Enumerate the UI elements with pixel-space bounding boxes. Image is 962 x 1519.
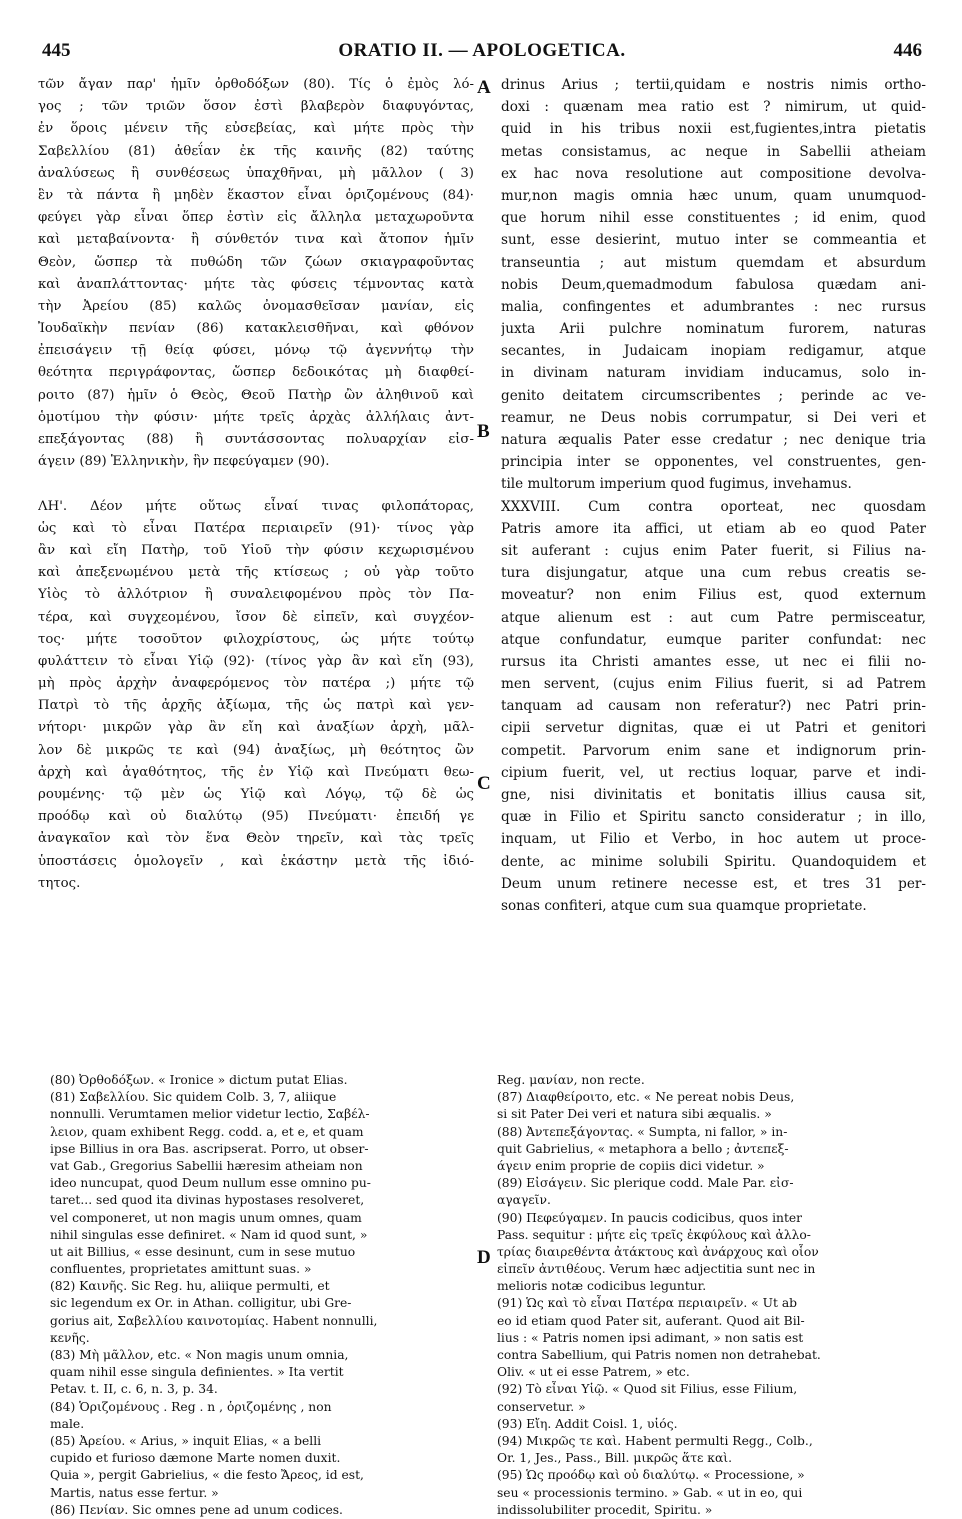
footnote-line: vel componeret, ut non magis unum omnes, quam: [50, 1210, 362, 1225]
footnote-line: ideo nuncupat, quod Deum nullum esse omnino pu-: [50, 1176, 371, 1191]
page-header: [42, 40, 922, 70]
footnote-line: (80) Ὀρθοδόξων. « Ironice » dictum putat Elias.: [50, 1073, 348, 1087]
footnote-line: (87) Διαφθείροιτο, etc. « Ne pereat nobis Deus,: [497, 1090, 795, 1105]
footnote-line: κενῆς.: [50, 1330, 90, 1345]
latin-text-line: metas consistamus, ac neque in Sabellii atheiam: [501, 143, 926, 160]
latin-text-line: men servent, (cujus enim Filius fuerit, si ad Patrem: [501, 676, 926, 693]
footnote-line: Martis, natus esse fertur. »: [50, 1485, 219, 1500]
footnote-line: (90) Πεφεύγαμεν. In paucis codicibus, quos inter: [497, 1210, 803, 1225]
footnote-line: (91) Ὡς καὶ τὸ εἶναι Πατέρα περιαιρεῖν. « Ut ab: [497, 1296, 798, 1311]
latin-text-line: malia, confingentes et adumbrantes : nec rursus: [501, 298, 926, 315]
footnote-line: Or. 1, Jes., Pass., Bill. μικρῶς ἅτε καὶ.: [497, 1451, 733, 1466]
greek-text-line: [38, 473, 474, 495]
latin-text-line: Deum unum retinere necesse est, et tres 31 per-: [501, 875, 926, 892]
footnote-line: gorius ait, Σαβελλίου καινοτομίας. Habent nonnulli,: [50, 1313, 378, 1328]
latin-text-line: sunt, esse desierint, mutuo inter se commeantia et: [501, 232, 926, 249]
footnote-line: (94) Μικρῶς τε καὶ. Habent permulti Regg., Colb.,: [497, 1433, 813, 1448]
greek-text-line: ὡς καὶ τὸ εἶναι Πατέρα περιαιρεῖν (91)· τίνος γὰρ: [38, 520, 474, 536]
latin-text-line: sonas confiteri, atque cum sua quamque proprietate.: [501, 897, 867, 914]
footnote-line: Petav. t. II, c. 6, n. 3, p. 34.: [50, 1382, 218, 1397]
latin-text-line: moveatur? non enim Filius est, quod externum: [501, 587, 926, 604]
footnote-line: (86) Πενίαν. Sic omnes pene ad unum codices.: [50, 1502, 343, 1517]
footnote-line: quam nihil esse singula definientes. » Ita vertit: [50, 1365, 344, 1380]
latin-text-line: mur,non magis omnia hæc unum, quam unumquod-: [501, 187, 926, 204]
latin-text-column: [501, 74, 926, 917]
greek-text-line: ἐπεισάγειν τῇ θείᾳ φύσει, μόνῳ τῷ ἀγεννήτῳ τὴν: [38, 343, 474, 359]
greek-text-line: φυλάττειν τὸ εἶναι Υἱῷ (92)· (τίνος γὰρ ἂν καὶ εἴη (93),: [38, 653, 474, 669]
latin-text-line: doxi : quænam mea ratio est ? nimirum, ut quid-: [501, 99, 926, 116]
greek-text-line: ρουμένης· τῷ μὲν ὡς Υἱῷ καὶ Λόγῳ, τῷ δὲ ὡς: [38, 787, 474, 802]
greek-text-line: ροιτο (87) ἡμῖν ὁ Θεὸς, Θεοῦ Πατὴρ ὢν ἀληθινοῦ καὶ: [38, 387, 474, 403]
latin-text-line: rursus ita Christi amantes esse, ut nec ei filii no-: [501, 653, 926, 670]
footnote-line: ut ait Billius, « esse desinunt, cum in sese mutuo: [50, 1244, 356, 1259]
footnote-line: Oliv. « ut ei esse Patrem, » etc.: [497, 1365, 690, 1380]
footnote-line: si sit Pater Dei veri et natura sibi æqualis. »: [497, 1107, 772, 1122]
footnote-line: seu « processionis termino. » Gab. « ut in eo, qui: [497, 1485, 803, 1500]
latin-text-line: que horum nihil esse constituentes ; id enim, quod: [501, 210, 926, 227]
greek-text-line: τῶν ἄγαν παρ' ἡμῖν ὀρθοδόξων (80). Τίς ὁ ἐμὸς λό-: [38, 77, 474, 92]
latin-text-line: cipium fuerit, vel, ut rectius loquar, parve et indi-: [501, 764, 926, 781]
greek-text-line: φεύγει γὰρ εἶναι ὅπερ ἐστὶν εἰς ἄλληλα μεταχωροῦντα: [38, 210, 474, 226]
latin-text-line: sit auferant : cujus enim Pater fuerit, si Filius na-: [501, 542, 926, 559]
greek-text-column: [38, 74, 474, 895]
greek-text-line: ἀναλύσεως ἢ συνθέσεως ὑπαχθῆναι, μὴ μᾶλλον ( 3): [38, 165, 474, 181]
greek-text-line: ΛΗ'. Δέον μήτε οὕτως εἶναί τινας φιλοπάτορας,: [38, 498, 474, 514]
greek-text-line: μὴ πρὸς ἀρχὴν ἀναφερόμενος τὸν πατέρα ;) μήτε τῷ: [38, 676, 474, 692]
footnote-line: άγειν enim proprie de copiis dici videtur. »: [497, 1158, 765, 1173]
footnote-line: melioris notæ codicibus leguntur.: [497, 1279, 707, 1294]
latin-text-line: principia inter se opponentes, vel construentes, gen-: [501, 454, 926, 471]
left-page-number: 445: [42, 40, 71, 61]
latin-text-line: Patris amore ita affici, ut etiam ab eo quod Pater: [501, 520, 926, 537]
latin-text-line: natura æqualis Pater esse credatur ; nec denique tria: [501, 432, 926, 448]
footnote-line: λειον, quam exhibent Regg. codd. a, et e, et quam: [50, 1124, 364, 1139]
greek-text-line: προόδῳ καὶ οὐ διαλύτῳ (95) Πνεύματι· ἐπειδή γε: [38, 809, 474, 825]
footnote-line: sic legendum ex Or. in Athan. colligitur, ubi Gre-: [50, 1296, 352, 1311]
footnote-line: (92) Τὸ εἶναι Υἱῷ. « Quod sit Filius, esse Filium,: [497, 1382, 798, 1397]
footnote-line: (89) Εἰσάγειν. Sic plerique codd. Male Par. εἰσ-: [497, 1176, 794, 1191]
right-page-number: 446: [893, 40, 922, 61]
greek-text-line: Υἱὸς τὸ ἀλλότριον ἢ συναλειφομένου πρὸς τὸν Πα-: [38, 587, 474, 603]
greek-text-line: επεξάγοντας (88) ἢ συντάσσοντας πολυαρχίαν εἰσ-: [38, 432, 474, 447]
latin-text-line: transeuntia ; aut mistum quemdam et absurdum: [501, 254, 926, 271]
latin-text-line: dente, ac minime solubili Spiritu. Quandoquidem et: [501, 853, 926, 870]
greek-text-line: τος· μήτε τοσοῦτον φιλοχρίστους, ὡς μήτε τούτῳ: [38, 631, 474, 647]
footnote-line: conservetur. »: [497, 1399, 586, 1414]
greek-text-line: ὁμοτίμου τὴν φύσιν· μήτε τρεῖς ἀρχὰς ἀλλήλαις ἀντ-: [38, 409, 474, 425]
latin-text-line: XXXVIII. Cum contra oporteat, nec quosdam: [501, 498, 926, 515]
greek-text-line: Πατρὶ τὸ τῆς ἀρχῆς ἀξίωμα, τῆς ὡς πατρὶ καὶ γεν-: [38, 698, 474, 714]
running-title: ORATIO II. — APOLOGETICA.: [338, 40, 626, 61]
footnote-line: (82) Καινῆς. Sic Reg. hu, aliique permulti, et: [50, 1279, 330, 1294]
greek-text-line: τὴν Ἀρείου (85) καλῶς ὀνομασθεῖσαν μανίαν, εἰς: [38, 298, 474, 314]
footnote-line: (88) Ἀντεπεξάγοντας. « Sumpta, ni fallor, » in-: [497, 1124, 788, 1139]
footnote-line: αγαγεῖν.: [497, 1193, 551, 1208]
footnote-line: (93) Εἴη. Addit Coisl. 1, υἱός.: [497, 1416, 678, 1431]
footnote-line: contra Sabellium, qui Patris nomen non detrahebat.: [497, 1348, 821, 1362]
greek-text-line: Θεὸν, ὥσπερ τὰ πυθώδη τῶν ζώων σκιαγραφοῦντας: [38, 254, 474, 270]
latin-text-line: in divinam naturam invidiam inducamus, solo in-: [501, 365, 926, 382]
footnote-line: τρίας διαιρεθέντα ἀτάκτους καὶ ἀνάρχους καὶ οἷον: [497, 1244, 819, 1259]
latin-text-line: inquam, ut Filio et Verbo, in hoc autem ut proce-: [501, 831, 926, 848]
footnote-line: nihil singulas esse definiret. « Nam id quod sunt, »: [50, 1227, 368, 1242]
greek-text-line: ἐν ὅροις μένειν τῆς εὐσεβείας, καὶ μήτε πρὸς τὴν: [38, 121, 474, 137]
footnotes-right: [497, 1072, 927, 1519]
latin-text-line: tanquam ad causam non referatur?) nec Patri prin-: [501, 698, 926, 715]
latin-text-line: gne, nisi divinitatis et bonitatis illius causa sit,: [501, 787, 926, 803]
footnote-line: male.: [50, 1416, 85, 1431]
greek-text-line: Ἰουδαϊκὴν πενίαν (86) κατακλεισθῆναι, καὶ φθόνον: [38, 321, 474, 337]
greek-text-line: καὶ ἀναπλάττοντας· μήτε τὰς φύσεις τέμνοντας κατὰ: [38, 276, 474, 292]
footnote-line: (85) Ἀρείου. « Arius, » inquit Elias, « a belli: [50, 1433, 322, 1448]
footnote-line: Quia », pergit Gabrielius, « die festo Ἄρεος, id est,: [50, 1468, 364, 1483]
greek-text-line: άγειν (89) Ἑλληνικὴν, ἣν πεφεύγαμεν (90).: [38, 454, 330, 470]
greek-text-line: ἂν καὶ εἴη Πατὴρ, τοῦ Υἱοῦ τὴν φύσιν κεχωρισμένου: [38, 542, 474, 558]
latin-text-line: competit. Parvorum enim sane et indignorum prin-: [501, 742, 926, 759]
margin-marker-a: A: [477, 77, 491, 98]
latin-text-line: genito deitatem circumscribentes ; perinde ac ve-: [501, 387, 926, 404]
greek-text-line: ἀναγκαῖον καὶ τὸν ἕνα Θεὸν τηρεῖν, καὶ τὰς τρεῖς: [38, 831, 474, 847]
footnote-line: cupido et furioso dæmone Marte nomen duxit.: [50, 1451, 341, 1466]
margin-marker-b: B: [477, 421, 490, 442]
latin-text-line: quæ in Filio et Spiritu sancto consideratur ; in illo,: [501, 809, 926, 826]
greek-text-line: Σαβελλίου (81) ἀθεΐαν ἐκ τῆς καινῆς (82) ταύτης: [38, 143, 474, 159]
greek-text-line: γος ; τῶν τριῶν ὅσον ἐστὶ βλαβερὸν διαφυγόντας,: [38, 99, 474, 115]
footnote-line: (95) Ὡς προόδῳ καὶ οὐ διαλύτῳ. « Processione, »: [497, 1468, 805, 1483]
latin-text-line: tile multorum imperium quod fugimus, invehamus.: [501, 476, 852, 493]
footnote-line: quit Gabrielius, « metaphora a bello ; ἀντεπεξ-: [497, 1141, 789, 1156]
latin-text-line: atque confundatur, eumque pariter confundat: nec: [501, 631, 926, 648]
latin-text-line: ex hac nova resolutione aut compositione devolva-: [501, 165, 926, 182]
footnote-line: vat Gab., Gregorius Sabellii hæresim atheiam non: [50, 1158, 363, 1173]
greek-text-line: καὶ μεταβαίνοντα· ἢ σύνθετόν τινα καὶ ἄτοπον ἡμῖν: [38, 232, 474, 248]
latin-text-line: nobis Deum,quemadmodum fabulosa quædam ani-: [501, 276, 926, 293]
margin-marker-d: D: [477, 1247, 491, 1268]
footnote-line: (83) Μὴ μᾶλλον, etc. « Non magis unum omnia,: [50, 1348, 349, 1362]
latin-text-line: tura disjungatur, atque una cum rebus creatis se-: [501, 565, 926, 582]
greek-text-line: ἓν τὰ πάντα ἢ μηδὲν ἕκαστον εἶναι ὁριζομένους (84)·: [38, 187, 474, 203]
footnote-line: (84) Ὁριζομένους . Reg . n , ὁριζομένης , non: [50, 1399, 332, 1414]
greek-text-line: τέρα, καὶ συγχεομένου, ἴσον δὲ εἰπεῖν, καὶ συγχέον-: [38, 609, 474, 625]
footnote-line: εἰπεῖν ἀντιθέους. Verum hæc adjectitia sunt nec in: [497, 1262, 816, 1277]
footnote-line: lius : « Patris nomen ipsi adimant, » non satis est: [497, 1330, 804, 1345]
footnote-line: (81) Σαβελλίου. Sic quidem Colb. 3, 7, aliique: [50, 1090, 337, 1105]
footnote-line: taret... sed quod ita divinas hypostases resolveret,: [50, 1193, 365, 1208]
footnote-line: eo id etiam quod Pater sit, auferant. Quod ait Bil-: [497, 1313, 805, 1328]
footnote-line: indissolubiliter procedit, Spiritu. »: [497, 1502, 713, 1517]
latin-text-line: juxta Arii pulchre nominatum furorem, naturas: [501, 321, 926, 338]
latin-text-line: secantes, in Judaicam inopiam redigamur, atque: [501, 343, 926, 360]
latin-text-line: atque alienum est : aut cum Patre permisceatur,: [501, 609, 926, 626]
margin-marker-c: C: [477, 773, 491, 794]
footnote-line: nonnulli. Verumtamen melior videtur lectio, Σαβέλ-: [50, 1107, 370, 1122]
footnote-line: confluentes, proprietates amittunt suas. »: [50, 1262, 312, 1277]
greek-text-line: λον δὲ μικρῶς τε καὶ (94) ἀναξίως, μὴ θεότητος ὢν: [38, 742, 474, 758]
greek-text-line: θεότητα περιγράφοντας, ὥσπερ δεδοικότας μὴ διαφθεί-: [38, 365, 474, 381]
latin-text-line: cipii servetur dignitas, quæ ei ut Patri et genitori: [501, 720, 926, 737]
latin-text-line: quid in his tribus noxii est,fugientes,intra pietatis: [501, 121, 926, 138]
footnote-line: Pass. sequitur : μήτε εἰς τρεῖς ἐκφύλους καὶ ἀλλο-: [497, 1227, 811, 1242]
footnote-line: Reg. μανίαν, non recte.: [497, 1073, 645, 1087]
greek-text-line: καὶ ἀπεξενωμένου μετὰ τῆς κτίσεως ; οὐ γὰρ τοῦτο: [38, 565, 474, 581]
footnote-line: ipse Billius in ora Bas. ascripserat. Porro, ut obser-: [50, 1141, 369, 1156]
greek-text-line: ἀρχὴ καὶ ἀγαθότητος, τῆς ἐν Υἱῷ καὶ Πνεύματι θεω-: [38, 764, 474, 780]
greek-text-line: ὑποστάσεις ὁμολογεῖν , καὶ ἑκάστην μετὰ τῆς ἰδιό-: [38, 853, 474, 869]
greek-text-line: νήτορι· μικρῶν γὰρ ἂν εἴη καὶ ἀναξίων ἀρχὴ, μᾶλ-: [38, 720, 474, 736]
footnotes-left: [50, 1072, 478, 1519]
latin-text-line: drinus Arius ; tertii,quidam e nostris nimis ortho-: [501, 77, 926, 93]
greek-text-line: τητος.: [38, 875, 81, 891]
latin-text-line: reamur, ne Deus nobis corrumpatur, si Dei veri et: [501, 409, 926, 426]
